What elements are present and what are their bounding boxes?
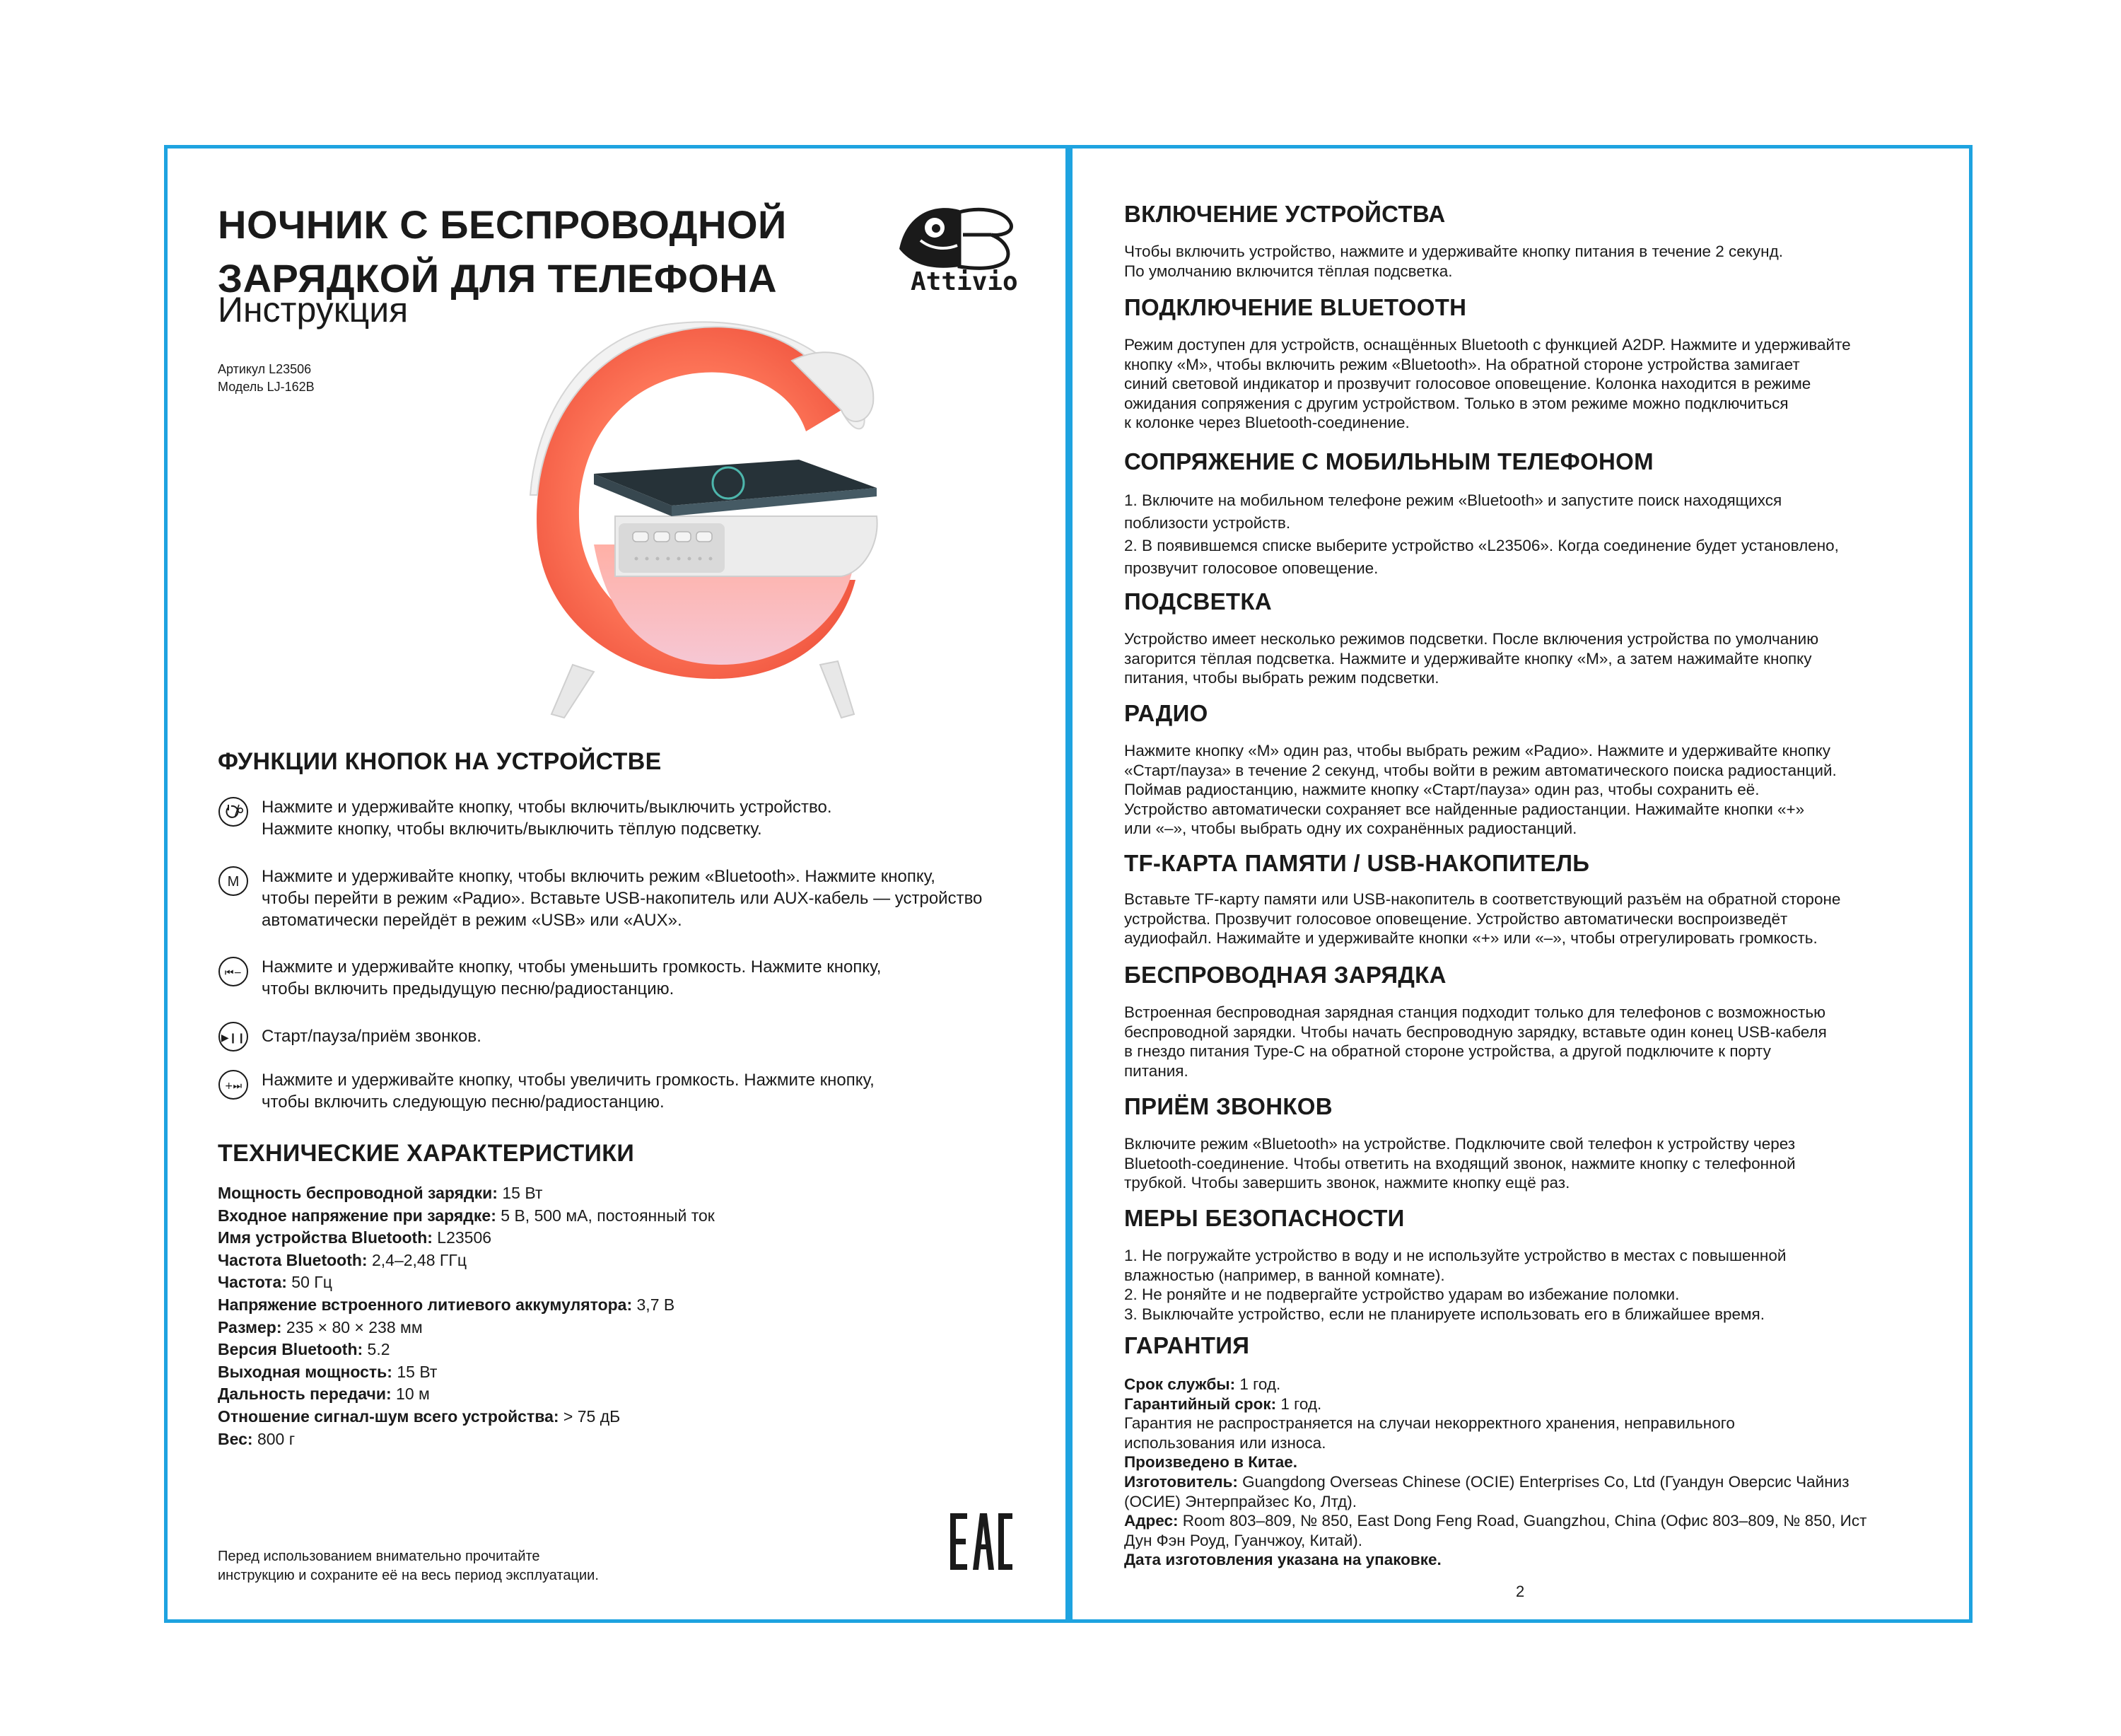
text-line: беспроводной зарядки. Чтобы начать беспроводную зарядку, вставьте один конец USB-кабеля — [1124, 1023, 1827, 1041]
spec-label: Имя устройства Bluetooth: — [218, 1228, 433, 1247]
bluetooth-heading: ПОДКЛЮЧЕНИЕ BLUETOOTH — [1124, 294, 1467, 320]
warranty-line: использования или износа. — [1124, 1433, 1326, 1452]
button-desc-line: Нажмите и удерживайте кнопку, чтобы включить/выключить устройство. — [262, 798, 832, 817]
button-function-row — [218, 866, 1031, 931]
spec-label: Дальность передачи: — [218, 1385, 392, 1404]
calls-heading: ПРИЁМ ЗВОНКОВ — [1124, 1093, 1333, 1119]
spec-value: 800 г — [252, 1429, 296, 1448]
warranty-value: Room 803–809, № 850, East Dong Feng Road, Guangzhou, China (Офис 803–809, № 850, Ист — [1178, 1512, 1867, 1530]
spec-row — [218, 1361, 715, 1384]
date-note: Дата изготовления указана на упаковке. — [1124, 1551, 1442, 1569]
spec-label: Отношение сигнал-шум всего устройства: — [218, 1406, 559, 1426]
spec-label: Вес: — [218, 1429, 253, 1448]
specs-list — [218, 1182, 715, 1450]
buttons-heading: ФУНКЦИИ КНОПОК НА УСТРОЙСТВЕ — [218, 748, 662, 775]
text-line: По умолчанию включится тёплая подсветка. — [1124, 262, 1453, 280]
tf-card-text — [1124, 890, 1923, 948]
warranty-line — [1124, 1375, 1923, 1394]
bluetooth-text — [1124, 335, 1923, 433]
text-line: устройства. Прозвучит голосовое оповещение. Устройство автоматически воспроизведёт — [1124, 909, 1788, 928]
list-line: 1. Включите на мобильном телефоне режим «Bluetooth» и запустите поиск находящихся — [1124, 491, 1782, 509]
spec-row — [218, 1294, 715, 1317]
button-desc-line: Нажмите кнопку, чтобы включить/выключить тёплую подсветку. — [262, 820, 762, 839]
warranty-line — [1124, 1394, 1923, 1414]
spec-label: Размер: — [218, 1317, 282, 1336]
warranty-text — [1124, 1375, 1923, 1570]
mode-m-glyph: M — [227, 874, 240, 890]
text-line: загорится тёплая подсветка. Нажмите и удерживайте кнопку «М», а затем нажимайте кнопку — [1124, 649, 1812, 668]
spec-value: 15 Вт — [392, 1362, 438, 1381]
text-line: Поймав радиостанцию, нажмите кнопку «Старт/пауза» один раз, чтобы сохранить её. — [1124, 781, 1760, 799]
warranty-heading: ГАРАНТИЯ — [1124, 1332, 1250, 1358]
warranty-label: Срок службы: — [1124, 1375, 1236, 1393]
title-line-1: НОЧНИК С БЕСПРОВОДНОЙ — [218, 202, 787, 247]
warranty-line: Дун Фэн Роуд, Гуанчжоу, Китай). — [1124, 1531, 1363, 1549]
spec-row — [218, 1339, 715, 1361]
list-line: поблизости устройств. — [1124, 514, 1291, 532]
light-heading: ПОДСВЕТКА — [1124, 588, 1272, 614]
spec-value: 15 Вт — [497, 1184, 543, 1202]
spec-row — [218, 1249, 715, 1272]
text-line: ожидания сопряжения с другим устройством. Только в этом режиме можно подключиться — [1124, 394, 1789, 412]
usage-note — [218, 1547, 599, 1585]
made-in: Произведено в Китае. — [1124, 1453, 1298, 1472]
play-pause-glyph: ▶❙❙ — [221, 1032, 246, 1044]
play-pause-icon — [218, 1021, 249, 1052]
list-line: влажностью (например, в ванной комнате). — [1124, 1266, 1445, 1284]
list-line: 2. В появившемся списке выберите устройство «L23506». Когда соединение будет установлено, — [1124, 537, 1839, 554]
title-line-2: ЗАРЯДКОЙ ДЛЯ ТЕЛЕФОНА — [218, 256, 778, 301]
article-number: Артикул L23506 — [218, 362, 312, 376]
button-desc-line: Нажмите и удерживайте кнопку, чтобы уменьшить громкость. Нажмите кнопку, — [262, 957, 882, 977]
page-number: 2 — [1516, 1583, 1525, 1600]
button-function-row — [218, 1021, 1031, 1047]
document-subtitle: Инструкция — [218, 290, 409, 330]
spec-label: Частота Bluetooth: — [218, 1250, 368, 1269]
spec-label: Напряжение встроенного литиевого аккумулятора: — [218, 1295, 633, 1314]
spec-row — [218, 1182, 715, 1205]
list-line: 2. Не роняйте и не подвергайте устройство ударам во избежание поломки. — [1124, 1286, 1680, 1304]
text-line: Bluetooth-соединение. Чтобы ответить на входящий звонок, нажмите кнопку с телефонной — [1124, 1154, 1796, 1172]
usage-note-line: Перед использованием внимательно прочитайте — [218, 1549, 540, 1564]
spec-value: 2,4–2,48 ГГц — [367, 1250, 467, 1269]
light-text — [1124, 629, 1923, 688]
spec-label: Версия Bluetooth: — [218, 1340, 363, 1359]
text-line: питания. — [1124, 1061, 1188, 1080]
volume-up-glyph: +⏭ — [224, 1080, 243, 1092]
warranty-label: Адрес: — [1124, 1512, 1179, 1530]
spec-row — [218, 1271, 715, 1294]
spec-value: 235 × 80 × 238 мм — [281, 1317, 423, 1336]
radio-text — [1124, 741, 1923, 839]
button-desc-line: Старт/пауза/приём звонков. — [262, 1027, 481, 1046]
text-line: Чтобы включить устройство, нажмите и удерживайте кнопку питания в течение 2 секунд. — [1124, 243, 1783, 260]
warranty-line: Гарантия не распространяется на случаи некорректного хранения, неправильного — [1124, 1414, 1735, 1433]
spec-value: > 75 дБ — [559, 1406, 621, 1426]
list-line: прозвучит голосовое оповещение. — [1124, 559, 1379, 577]
warranty-line: (ОСИЕ) Энтерпрайзес Ко, Лтд). — [1124, 1492, 1357, 1510]
spec-label: Выходная мощность: — [218, 1362, 392, 1381]
spec-label: Частота: — [218, 1273, 287, 1292]
spec-row — [218, 1406, 715, 1428]
spec-row — [218, 1317, 715, 1339]
spec-row — [218, 1227, 715, 1249]
power-on-text — [1124, 242, 1923, 281]
text-line: Нажмите кнопку «М» один раз, чтобы выбрать режим «Радио». Нажмите и удерживайте кнопку — [1124, 742, 1830, 759]
text-line: кнопку «М», чтобы включить режим «Bluetooth». На обратной стороне устройства замигает — [1124, 355, 1800, 373]
spec-value: 5.2 — [363, 1340, 390, 1359]
warranty-value: Guangdong Overseas Chinese (OCIE) Enterprises Co, Ltd (Гуандун Оверсис Чайниз — [1237, 1472, 1850, 1491]
text-line: Устройство автоматически сохраняет все найденные радиостанции. Нажимайте кнопки «+» — [1124, 800, 1805, 818]
spec-label: Входное напряжение при зарядке: — [218, 1206, 496, 1225]
pairing-list — [1124, 489, 1923, 580]
button-desc-line: Нажмите и удерживайте кнопку, чтобы включить режим «Bluetooth». Нажмите кнопку, — [262, 867, 935, 886]
wireless-text — [1124, 1003, 1923, 1080]
safety-list — [1124, 1246, 1923, 1324]
button-desc-line: автоматически перейдёт в режим «USB» или «AUX». — [262, 911, 682, 930]
text-line: аудиофайл. Нажимайте и удерживайте кнопки «+» или «–», чтобы отрегулировать громкость. — [1124, 929, 1818, 948]
spec-row — [218, 1383, 715, 1406]
text-line: питания, чтобы выбрать режим подсветки. — [1124, 669, 1439, 687]
button-desc-line: чтобы перейти в режим «Радио». Вставьте USB-накопитель или AUX-кабель — устройство — [262, 889, 983, 908]
spec-value: 3,7 В — [632, 1295, 675, 1314]
model-number: Модель LJ-162B — [218, 380, 315, 394]
pairing-heading: СОПРЯЖЕНИЕ С МОБИЛЬНЫМ ТЕЛЕФОНОМ — [1124, 448, 1654, 474]
spec-label: Мощность беспроводной зарядки: — [218, 1184, 498, 1202]
product-photo — [509, 311, 905, 742]
text-line: трубкой. Чтобы завершить звонок, нажмите кнопку ещё раз. — [1124, 1174, 1570, 1192]
text-line: Вставьте TF-карту памяти или USB-накопитель в соответствующий разъём на обратной стороне — [1124, 890, 1841, 908]
warranty-label: Изготовитель: — [1124, 1472, 1238, 1491]
power-on-heading: ВКЛЮЧЕНИЕ УСТРОЙСТВА — [1124, 201, 1446, 227]
list-item — [1124, 535, 1923, 580]
radio-heading: РАДИО — [1124, 700, 1208, 726]
text-line: в гнездо питания Type-C на обратной стороне устройства, а другой подключите к порту — [1124, 1042, 1771, 1061]
safety-heading: МЕРЫ БЕЗОПАСНОСТИ — [1124, 1205, 1405, 1231]
warranty-line — [1124, 1511, 1923, 1531]
text-line: Встроенная беспроводная зарядная станция подходит только для телефонов с возможностью — [1124, 1003, 1825, 1021]
warranty-label: Гарантийный срок: — [1124, 1394, 1277, 1413]
list-line: 3. Выключайте устройство, если не планируете использовать его в ближайшее время. — [1124, 1305, 1765, 1323]
button-function-row — [218, 956, 1031, 1000]
text-line: «Старт/пауза» в течение 2 секунд, чтобы войти в режим автоматического поиска радиостанций. — [1124, 761, 1837, 779]
text-line: Режим доступен для устройств, оснащённых Bluetooth с функцией A2DP. Нажмите и удерживайте — [1124, 336, 1851, 354]
text-line: Включите режим «Bluetooth» на устройстве. Подключите свой телефон к устройству через — [1124, 1135, 1796, 1153]
spec-value: L23506 — [432, 1228, 492, 1247]
warranty-line — [1124, 1472, 1923, 1492]
button-function-row — [218, 1069, 1031, 1113]
warranty-line — [1124, 1550, 1923, 1570]
spec-value: 10 м — [391, 1385, 430, 1404]
usage-note-line: инструкцию и сохраните её на весь период эксплуатации. — [218, 1568, 599, 1583]
spec-value: 5 В, 500 мА, постоянный ток — [496, 1206, 715, 1225]
button-function-row — [218, 796, 1031, 840]
product-meta — [218, 361, 315, 396]
brand-name: Attivio — [911, 267, 1018, 296]
list-item — [1124, 489, 1923, 535]
tf-card-heading: TF-КАРТА ПАМЯТИ / USB-НАКОПИТЕЛЬ — [1124, 850, 1590, 876]
list-line: 1. Не погружайте устройство в воду и не используйте устройство в местах с повышенной — [1124, 1247, 1787, 1264]
mode-m-icon — [218, 866, 249, 897]
spec-value: 50 Гц — [286, 1273, 332, 1292]
volume-down-prev-icon — [218, 956, 249, 987]
wireless-heading: БЕСПРОВОДНАЯ ЗАРЯДКА — [1124, 962, 1447, 988]
eac-mark-icon — [949, 1512, 1014, 1571]
warranty-line — [1124, 1452, 1923, 1472]
text-line: к колонке через Bluetooth-соединение. — [1124, 414, 1410, 432]
button-desc-line: Нажмите и удерживайте кнопку, чтобы увеличить громкость. Нажмите кнопку, — [262, 1071, 875, 1090]
warranty-value: 1 год. — [1276, 1394, 1322, 1413]
power-light-icon — [218, 796, 249, 827]
specs-heading: ТЕХНИЧЕСКИЕ ХАРАКТЕРИСТИКИ — [218, 1140, 635, 1167]
text-line: или «–», чтобы выбрать одну их сохранённых радиостанций. — [1124, 820, 1577, 838]
volume-up-next-icon — [218, 1069, 249, 1100]
volume-down-glyph: ⏮− — [224, 967, 243, 979]
spec-row — [218, 1428, 715, 1451]
list-item — [1124, 1285, 1923, 1305]
list-item — [1124, 1246, 1923, 1285]
calls-text — [1124, 1134, 1923, 1193]
button-desc-line: чтобы включить предыдущую песню/радиостанцию. — [262, 979, 674, 998]
button-desc-line: чтобы включить следующую песню/радиостанцию. — [262, 1093, 665, 1112]
spec-row — [218, 1205, 715, 1228]
text-line: Устройство имеет несколько режимов подсветки. После включения устройства по умолчанию — [1124, 630, 1819, 648]
text-line: синий световой индикатор и прозвучит голосовое оповещение. Колонка находится в режиме — [1124, 375, 1811, 393]
warranty-value: 1 год. — [1235, 1375, 1281, 1393]
list-item — [1124, 1305, 1923, 1324]
